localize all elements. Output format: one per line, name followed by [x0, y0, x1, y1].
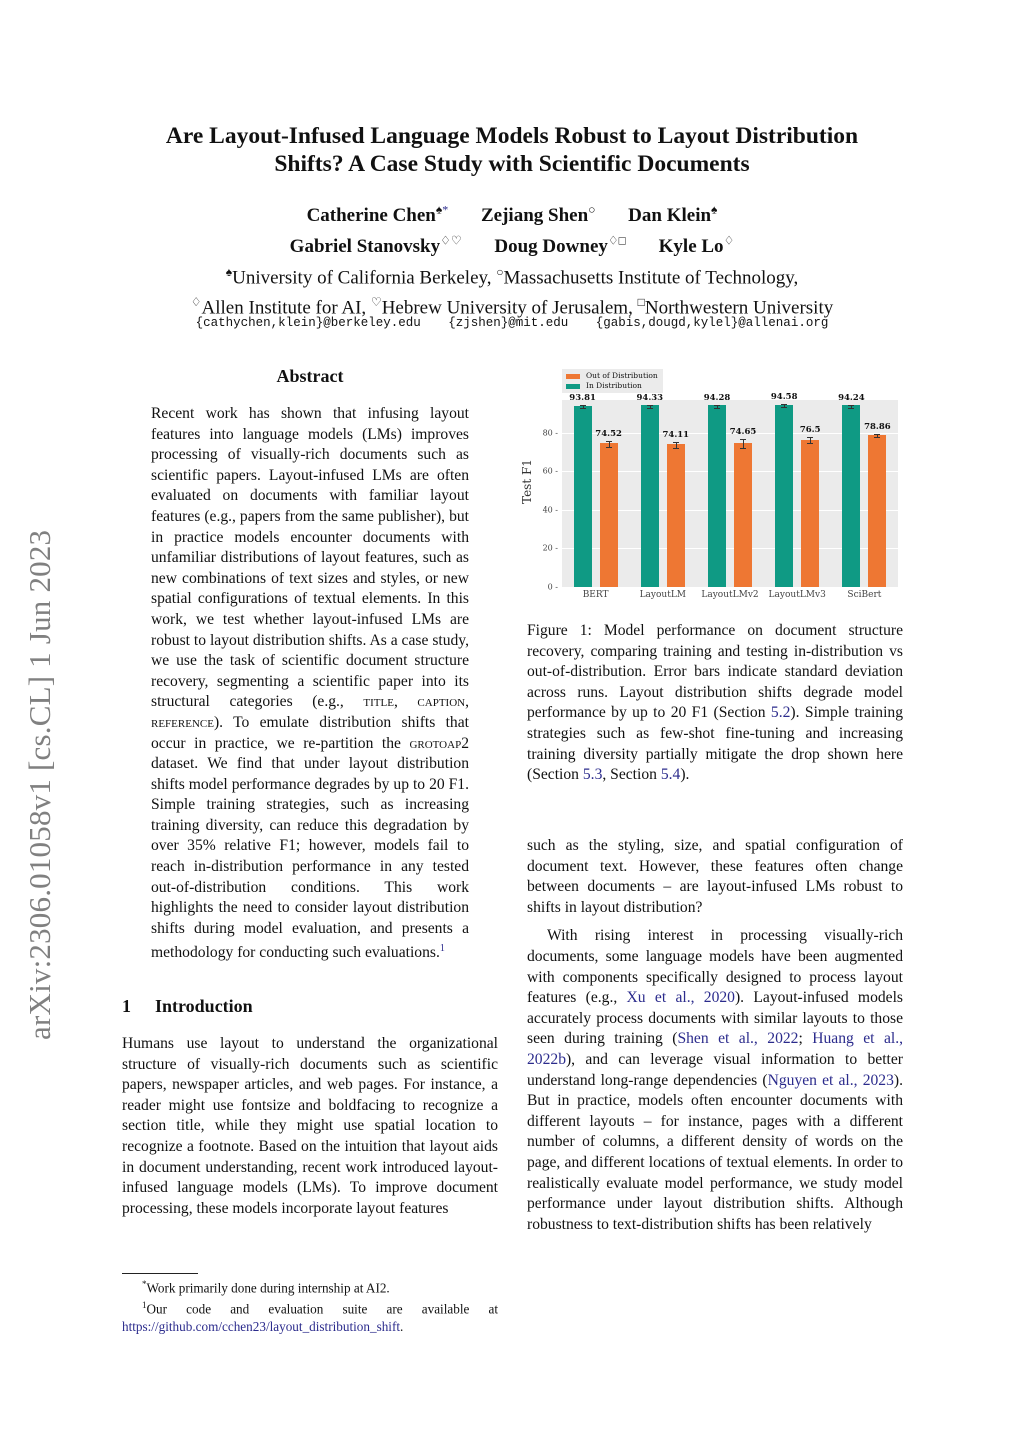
affiliation: University of California Berkeley,: [232, 267, 497, 289]
plot-area: [562, 392, 898, 587]
chart-legend: [562, 369, 663, 393]
paper-title: [120, 122, 904, 178]
error-bar: [740, 439, 746, 449]
bar-value-label: 74.65: [729, 427, 757, 438]
introduction-paragraph-1-continued: such as the styling, size, and spatial configuration of document text. However, these features often change between documents – are layout-infused LMs robust to shifts in layout distribution?: [527, 837, 903, 916]
bar-in-distribution: [708, 405, 726, 587]
affiliation-mark: ♢□: [607, 233, 626, 248]
legend-item-in-distribution: In Distribution: [566, 381, 658, 391]
author: Zejiang Shen○: [481, 203, 596, 227]
x-tick-label: BERT: [582, 590, 609, 600]
orange-swatch-icon: [566, 374, 580, 379]
affiliation: Northwestern University: [644, 297, 834, 319]
author: Catherine Chen♠*: [306, 203, 449, 227]
bar-out-of-distribution: [600, 443, 618, 587]
abstract-heading: Abstract: [276, 366, 344, 386]
email: {gabis,dougd,kylel}@allenai.org: [595, 316, 829, 330]
affiliation: Allen Institute for AI,: [201, 297, 371, 319]
teal-swatch-icon: [566, 384, 580, 389]
x-tick-label: SciBert: [847, 590, 882, 600]
affiliation-mark: ♠: [711, 203, 718, 217]
x-tick-label: LayoutLM: [639, 590, 687, 600]
author-row-2: [120, 228, 904, 258]
bar-out-of-distribution: [801, 440, 819, 587]
bar-value-label: 76.5: [799, 424, 821, 435]
bar-value-label: 93.81: [569, 393, 596, 404]
author-row-1: [120, 198, 904, 228]
y-tick-label: 0 -: [547, 582, 558, 592]
footnotes: [122, 1276, 498, 1335]
error-bar: [714, 405, 720, 409]
affiliation: Hebrew University of Jerusalem,: [381, 297, 638, 319]
section-5-3-link[interactable]: 5.3: [582, 766, 603, 784]
footnote-1: $^1$Our code and evaluation suite are available at https://github.com/cchen23/layout_distribution_shift.: [122, 1299, 498, 1334]
footnote-star: *Work primarily done during internship at AI2.: [142, 1279, 390, 1296]
email: {zjshen}@mit.edu: [448, 316, 569, 330]
author: Dan Klein♠: [628, 203, 718, 227]
introduction-paragraph-1: Humans use layout to understand the organizational structure of visually-rich documents such as scientific papers, newspaper articles, and web pages. For instance, a reader might use fontsize and boldfacing to recognize a section title, while they might use spatial location to recognize a footnote. Based on the intuition that layout aids in document understanding, recent work introduced layout-infused language models (LMs). To improve document processing, these models incorporate layout features: [122, 1035, 498, 1217]
x-tick-label: LayoutLMv3: [768, 590, 826, 600]
bar-in-distribution: [641, 405, 659, 587]
footnote-star-link[interactable]: *: [442, 203, 449, 217]
section-heading-introduction: 1 Introduction: [122, 996, 253, 1016]
y-axis-label: Test F1: [520, 459, 534, 504]
y-tick-label: 40 -: [542, 505, 558, 515]
affiliation-mark: ♠: [435, 203, 443, 217]
citation-shen-2022[interactable]: Shen et al., 2022: [677, 1030, 799, 1048]
bar-out-of-distribution: [667, 444, 685, 587]
footnote-1-link[interactable]: 1: [439, 943, 445, 955]
affiliation-mark: ♢: [723, 233, 735, 248]
introduction-right-column: [527, 836, 903, 1235]
bar-value-label: 74.11: [662, 429, 690, 440]
footnote-divider: [122, 1273, 198, 1274]
bar-value-label: 94.28: [703, 392, 731, 403]
bar-value-label: 78.86: [864, 421, 891, 432]
section-5-4-link[interactable]: 5.4: [660, 766, 681, 784]
abstract-body: Recent work has shown that infusing layout features into language models (LMs) improves processing of visually-rich documents such as scientific papers. Layout-infused LMs are often evaluated on documents with familiar layout features (e.g., papers from the same publisher), but in practice models encounter documents with unfamiliar distributions of layout features, such as new combinations of text sizes and styles, or new spatial configurations of textual elements. In this work, we test whether layout-infused LMs are robust to layout distribution shifts. As a case study, we use the task of scientific document structure recovery, segmenting a scientific paper into its structural categories (e.g., title, caption, reference). To emulate distribution shifts that occur in practice, we re-partition the grotoap2 dataset. We find that under layout distribution shifts model performance degrades by up to 20 F1. Simple training strategies, such as increasing training diversity, can reduce this degradation by over 35% relative F1; however, models fail to reach in-distribution performance in any tested out-of-distribution conditions. This work highlights the need to consider layout distribution shifts during model evaluation, and presents a methodology for conducting such evaluations.$^1$: [151, 405, 469, 962]
error-bar: [807, 437, 813, 445]
affiliation-mark: ♠: [225, 265, 233, 279]
affiliation-mark: ♢: [190, 295, 202, 310]
affiliations: [120, 260, 904, 321]
bar-value-label: 94.58: [770, 392, 798, 403]
figure-1-caption: Figure 1: Model performance on document structure recovery, comparing training and testing in-distribution vs out-of-distribution. Error bars indicate standard deviation across runs. Layout distribution shifts degrade model performance by up to 20 F1 (Section 5.2). Simple training strategies such as few-shot fine-tuning and increasing training diversity partially mitigate the drop shown here (Section 5.3, Section 5.4).: [527, 622, 903, 784]
section-5-2-link[interactable]: 5.2: [770, 704, 791, 722]
author: Doug Downey♢□: [494, 233, 626, 257]
author-list: [120, 198, 904, 259]
error-bar: [580, 405, 586, 409]
error-bar: [606, 441, 612, 448]
affiliation: Massachusetts Institute of Technology,: [503, 267, 799, 289]
error-bar: [848, 405, 854, 409]
introduction-paragraph-2: With rising interest in processing visually-rich documents, some language models have been augmented with components specifically designed to process layout features (e.g., Xu et al., 2020). Layout-infused models accurately process documents with similar layouts to those seen during training (Shen et al., 2022; Huang et al., 2022b), and can leverage visual information to better understand long-range dependencies (Nguyen et al., 2023). But in practice, models often encounter documents with different layouts – for instance, pages with a different number of columns, a different density of words on the page, and different locations of textual elements. In order to realistically evaluate model performance, we study model performance under layout distribution shifts. Although robustness to text-distribution shifts has been relatively: [527, 927, 904, 1233]
y-tick-label: 60 -: [542, 466, 558, 476]
affiliation-mark: □: [637, 295, 645, 310]
affiliation-mark: ♡: [370, 295, 382, 310]
error-bar: [673, 442, 679, 449]
bar-out-of-distribution: [734, 443, 752, 587]
gridline: [562, 587, 898, 588]
citation-huang-2022b[interactable]: Huang et al., 2022b: [527, 1030, 904, 1068]
email: {cathychen,klein}@berkeley.edu: [195, 316, 421, 330]
y-tick-label: 80 -: [542, 428, 558, 438]
citation-nguyen-2023[interactable]: Nguyen et al., 2023: [767, 1071, 894, 1089]
author: Kyle Lo♢: [658, 233, 735, 257]
bar-in-distribution: [775, 405, 793, 587]
affiliation-mark: ○: [496, 265, 504, 279]
author: Gabriel Stanovsky♢♡: [289, 233, 462, 257]
legend-item-out-of-distribution: Out of Distribution: [566, 371, 658, 381]
title-line-1: Are Layout-Infused Language Models Robust to Layout Distribution: [165, 123, 859, 149]
figure-1-bar-chart: [520, 366, 904, 606]
error-bar: [647, 405, 653, 409]
bar-in-distribution: [842, 405, 860, 587]
bar-value-label: 94.33: [636, 392, 664, 403]
error-bar: [874, 434, 880, 439]
bar-out-of-distribution: [868, 435, 886, 587]
bar-in-distribution: [574, 406, 592, 587]
y-tick-label: 20 -: [542, 543, 558, 553]
arxiv-identifier-stamp: arXiv:2306.01058v1 [cs.CL] 1 Jun 2023: [22, 529, 57, 1040]
bar-value-label: 74.52: [595, 428, 622, 439]
affiliation-line-1: [120, 260, 904, 290]
citation-xu-2020[interactable]: Xu et al., 2020: [626, 989, 735, 1007]
author-emails: [120, 316, 904, 330]
error-bar: [781, 404, 787, 408]
bar-value-label: 94.24: [838, 392, 865, 403]
github-link[interactable]: https://github.com/cchen23/layout_distribution_shift: [122, 1318, 401, 1334]
x-tick-label: LayoutLMv2: [701, 590, 759, 600]
affiliation-mark: ♢♡: [440, 233, 462, 248]
affiliation-mark: ○: [588, 203, 596, 217]
title-line-2: Shifts? A Case Study with Scientific Documents: [274, 151, 750, 177]
